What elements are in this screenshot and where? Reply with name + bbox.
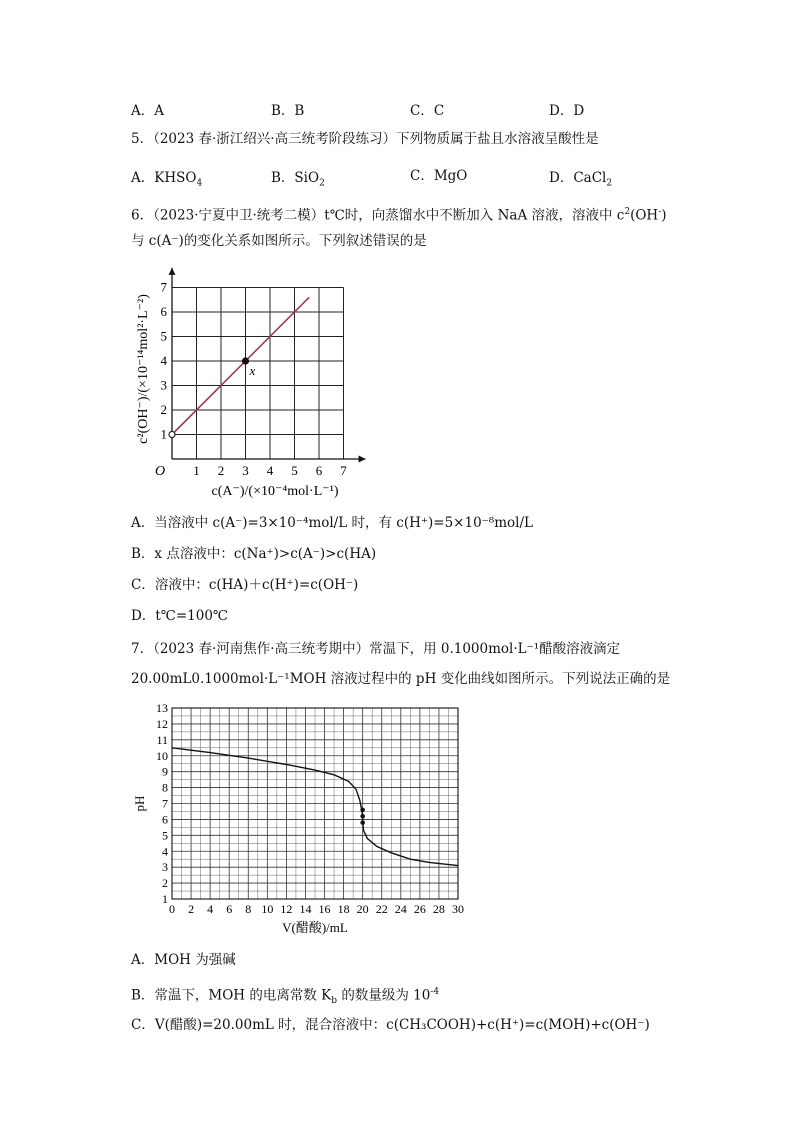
- y-tick-label: 4: [160, 353, 167, 368]
- y-tick-label: 9: [162, 764, 168, 779]
- y-tick-label: 1: [162, 892, 168, 906]
- data-point-x: [242, 357, 249, 364]
- x-tick-label: 16: [318, 902, 331, 916]
- y-tick-label: 3: [160, 377, 167, 393]
- x-tick-label: 6: [315, 463, 323, 478]
- x-axis-label: V(醋酸)/mL: [282, 920, 348, 935]
- x-tick-label: 10: [261, 902, 274, 916]
- q6-option-b: B．x 点溶液中：c(Na⁺)>c(A⁻)>c(HA): [131, 546, 377, 562]
- x-tick-label: 4: [207, 902, 214, 916]
- x-axis-arrow: [359, 456, 366, 463]
- q7-option-a: A．MOH 为强碱: [131, 952, 236, 968]
- q5-option-c: C．MgO: [410, 168, 468, 184]
- x-tick-label: 8: [245, 902, 252, 916]
- data-line: [172, 297, 309, 434]
- q5-stem: 5．（2023 春·浙江绍兴·高三统考阶段练习）下列物质属于盐且水溶液呈酸性是: [131, 131, 599, 147]
- q4-option-d: D．D: [549, 103, 585, 119]
- q5-option-b: B．SiO$_2$: [271, 170, 325, 189]
- y-axis-label: pH: [132, 795, 147, 812]
- data-point: [360, 814, 365, 819]
- y-tick-label: 11: [156, 732, 168, 747]
- x-tick-label: 12: [280, 902, 293, 916]
- y-axis-label: c²(OH⁻)/(×10⁻¹⁴mol²·L⁻²): [136, 294, 151, 444]
- x-tick-label: 22: [375, 902, 388, 916]
- y-tick-label: 13: [156, 701, 168, 715]
- y-tick-label: 4: [162, 844, 168, 859]
- y-tick-label: 2: [160, 402, 167, 417]
- q6-stem-line1: 6．（2023·宁夏中卫·统考二模）t℃时，向蒸馏水中不断加入 NaA 溶液，溶液中 $c^2(OH^-)$: [131, 207, 667, 224]
- y-axis-arrow: [169, 268, 176, 275]
- y-tick-label: 7: [160, 279, 167, 295]
- point-label-x: x: [249, 363, 256, 378]
- q7-chart: [128, 700, 473, 940]
- x-tick-label: 30: [452, 902, 464, 916]
- y-tick-label: 8: [162, 780, 168, 795]
- q7-stem-line1: 7．（2023 春·河南焦作·高三统考期中）常温下，用 0.1000mol·L⁻¹醋酸溶液滴定: [131, 641, 621, 657]
- x-tick-label: 3: [242, 463, 249, 478]
- x-tick-label: 28: [432, 902, 445, 916]
- q6-option-c: C．溶液中：c(HA)＋c(H⁺)=c(OH⁻): [131, 577, 359, 593]
- x-tick-label: 1: [193, 463, 200, 478]
- y-tick-label: 5: [162, 828, 168, 843]
- y-tick-label: 2: [162, 876, 168, 891]
- x-tick-label: 24: [394, 902, 407, 916]
- y-tick-label: 12: [156, 716, 168, 731]
- x-tick-label: 2: [217, 463, 225, 478]
- y-tick-label: 10: [156, 748, 168, 763]
- x-tick-label: 20: [356, 902, 369, 916]
- x-tick-label: 5: [291, 463, 298, 478]
- q6-option-d: D．t℃=100℃: [131, 608, 229, 624]
- y-tick-label: 7: [162, 796, 168, 811]
- origin-label: O: [154, 464, 166, 479]
- y-tick-label: 6: [162, 812, 168, 827]
- y-tick-label: 1: [160, 426, 167, 442]
- x-tick-label: 2: [188, 902, 195, 916]
- x-tick-label: 18: [337, 902, 350, 916]
- q7-stem-line2: 20.00mL0.1000mol·L⁻¹MOH 溶液过程中的 pH 变化曲线如图所示。下列说法正确的是: [131, 671, 671, 687]
- x-tick-label: 0: [169, 902, 175, 916]
- q5-option-a: A．$KHSO_4$: [131, 170, 203, 189]
- y-tick-label: 5: [160, 328, 167, 344]
- y-tick-label: 6: [160, 304, 167, 319]
- q7-option-c: C．V(醋酸)=20.00mL 时，混合溶液中：c(CH₃COOH)+c(H⁺)=c(MOH)+c(OH⁻): [131, 1017, 650, 1033]
- q6-chart: [125, 262, 370, 502]
- q4-option-b: B．B: [271, 103, 305, 119]
- q6-stem-line2: 与 c(A⁻)的变化关系如图所示。下列叙述错误的是: [131, 233, 427, 249]
- q4-option-c: C．C: [410, 103, 445, 119]
- data-point: [360, 808, 365, 813]
- q5-option-d: D．CaCl$_2$: [549, 170, 613, 189]
- q6-option-a: A．当溶液中 c(A⁻)=3×10⁻⁴mol/L 时，有 c(H⁺)=5×10⁻⁸mol/L: [131, 515, 533, 531]
- x-tick-label: 14: [299, 902, 312, 916]
- open-point: [169, 432, 175, 438]
- x-tick-label: 26: [413, 902, 426, 916]
- q4-option-a: A．A: [131, 103, 164, 119]
- x-axis-label: c(A⁻)/(×10⁻⁴mol·L⁻¹): [211, 484, 339, 499]
- q7-option-b: B．常温下，MOH 的电离常数 $K_b$ 的数量级为 $10^{-4}$: [131, 987, 440, 1007]
- x-tick-label: 4: [266, 463, 274, 478]
- x-tick-label: 7: [340, 463, 347, 478]
- y-tick-label: 3: [162, 860, 168, 875]
- data-point: [360, 820, 365, 825]
- x-tick-label: 6: [226, 902, 233, 916]
